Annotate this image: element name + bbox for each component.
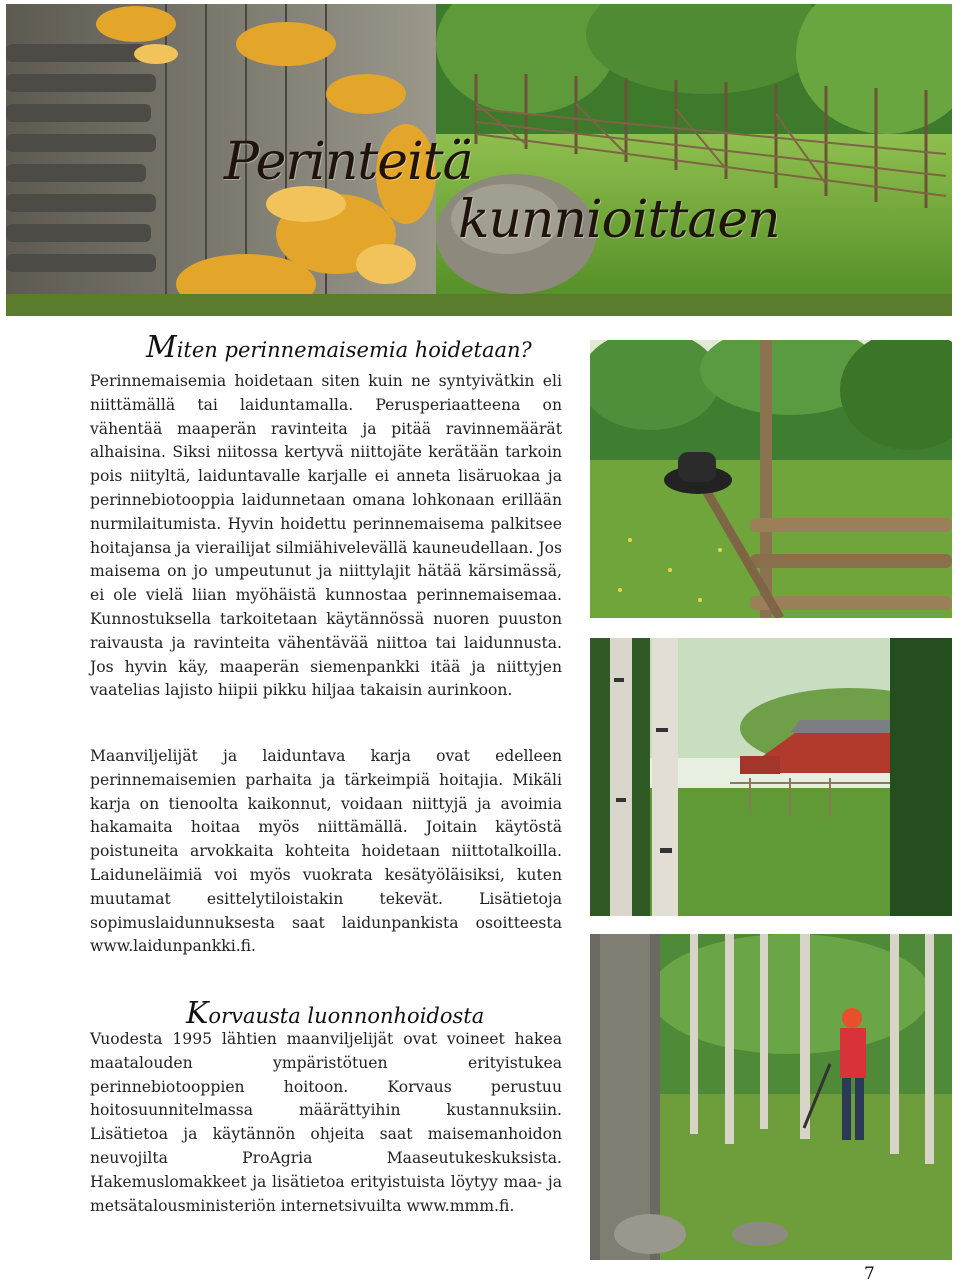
paragraph-korvaus: Vuodesta 1995 lähtien maanviljelijät ovat voineet hakea maatalouden ympäristötuen erityistukea perinnebiotooppien hoitoon. Korvaus perustuu hoitosuunnitelmassa määrättyihin kustannuksiin. Lisätietoa ja käytännön ohjeita saat maisemanhoidon neuvojilta ProAgria Maaseutukeskuksista. Hakemuslomakkeet ja lisätietoa erityistuista löytyy maa- ja metsätalousministeriön internetsivuilta www.mmm.fi.	[90, 1030, 562, 1215]
heading-initial: K	[186, 996, 209, 1031]
heading-initial: M	[146, 330, 177, 365]
forest-worker-illustration	[590, 934, 952, 1260]
hero-photo	[6, 4, 952, 316]
photo-red-barn	[590, 638, 952, 916]
photo-forest-worker	[590, 934, 952, 1260]
section-heading-hoito	[146, 330, 532, 365]
title-line-2: kunnioittaen	[458, 190, 780, 250]
heading-text: orvausta luonnonhoidosta	[208, 1004, 485, 1028]
hero-landscape-illustration	[6, 4, 952, 316]
barn-birches-illustration	[590, 638, 952, 916]
paragraph-hoito-2: Maanviljelijät ja laiduntava karja ovat edelleen perinnemaisemien parhaita ja tärkeimpiä hoitajia. Mikäli karja on tienoolta kaikonnut, voidaan niittyjä ja avoimia hakamaita hoitaa myös niittämällä. Joitain käytöstä poistuneita arvokkaita kohteita hoidetaan niittotalkoilla. Laiduneläimiä voi myös vuokrata kesätyöläisiksi, kuten muutamat esittelytiloistakin tekevät. Lisätietoja sopimuslaidunnuksesta saat laidunpankista osoitteesta www.laidunpankki.fi.	[90, 747, 562, 956]
photo-hat-on-fence	[590, 340, 952, 618]
section-heading-korvaus	[186, 996, 484, 1031]
fence-meadow-illustration	[590, 340, 952, 618]
heading-text: iten perinnemaisemia hoidetaan?	[176, 338, 532, 362]
page-number: 7	[864, 1264, 875, 1284]
title-line-1: Perinteitä	[224, 132, 473, 192]
paragraph-hoito-1: Perinnemaisemia hoidetaan siten kuin ne syntyivätkin eli niittämällä tai laiduntamalla. Perusperiaatteena on vähentää maaperän ravinteita ja pitää ravinnemäärät alhaisina. Siksi niitossa kertyvä niittojäte kerätään tarkoin pois niityltä, laiduntavalle karjalle ei anneta lisäruokaa ja perinnebiotooppia laidunnetaan omana lohkonaan erillään nurmilaitumista. Hyvin hoidettu perinnemaisema palkitsee hoitajansa ja vierailijat silmiähivelevällä kauneudellaan. Jos maisema on jo umpeutunut ja niittylajit hätää kärsimässä, ei ole vielä liian myöhäistä kunnostaa perinnemaisemaa. Kunnostuksella tarkoitetaan käytännössä nuoren puuston raivausta ja ravinteita vähentävää niittoa tai laidunnusta. Jos hyvin käy, maaperän siemenpankki itää ja niittyjen vaatelias lajisto hiipii pikku hiljaa takaisin aurinkoon.	[90, 372, 562, 700]
